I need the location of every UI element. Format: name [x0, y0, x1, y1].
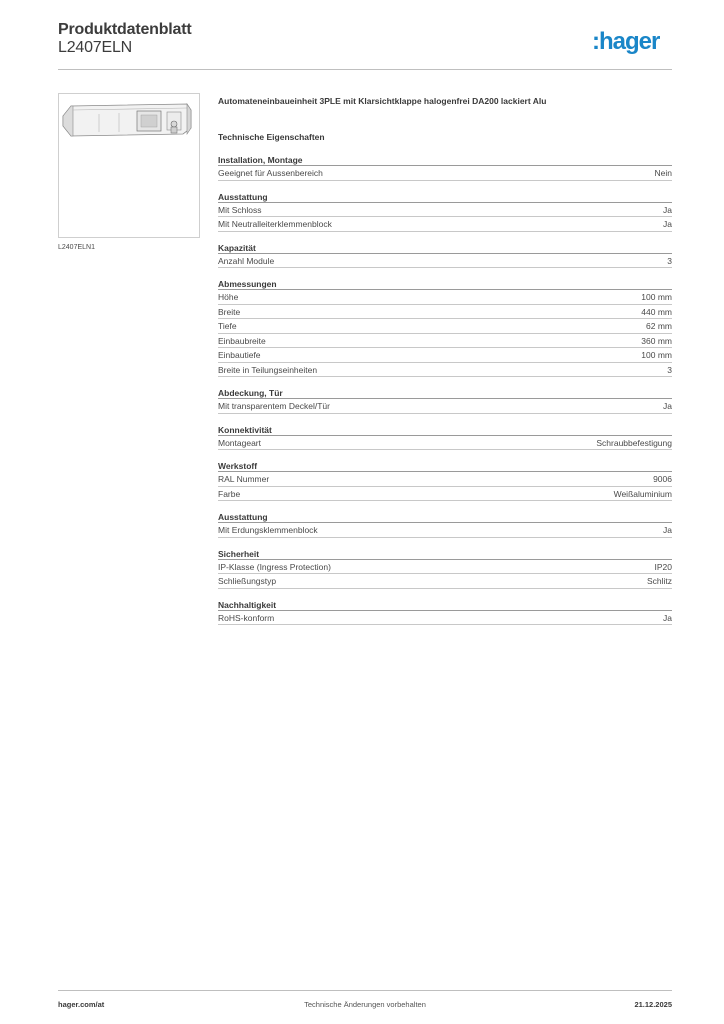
product-details	[218, 96, 672, 635]
property-label: Breite	[218, 306, 241, 317]
property-row	[218, 203, 672, 218]
property-value: Weißaluminium	[613, 488, 672, 499]
section-title: Konnektivität	[218, 424, 672, 436]
property-row	[218, 472, 672, 487]
property-value: 360 mm	[641, 335, 672, 346]
property-row	[218, 254, 672, 269]
product-image	[58, 93, 200, 238]
section-title: Abdeckung, Tür	[218, 387, 672, 399]
property-row	[218, 217, 672, 232]
property-label: Geeignet für Aussenbereich	[218, 168, 323, 178]
property-row	[218, 611, 672, 626]
property-value: Ja	[663, 525, 672, 535]
product-code: L2407ELN	[58, 39, 133, 56]
property-section	[218, 511, 672, 538]
property-label: Mit Neutralleiterklemmenblock	[218, 219, 332, 229]
footer-date: 21.12.2025	[634, 1000, 672, 1009]
section-title: Ausstattung	[218, 511, 672, 523]
property-value: Schlitz	[646, 576, 672, 586]
property-label: Tiefe	[218, 321, 237, 331]
document-header	[58, 20, 672, 70]
property-label: Schließungstyp	[218, 576, 277, 586]
property-section	[218, 242, 672, 269]
property-label: RoHS-konform	[218, 612, 275, 623]
document-footer	[58, 990, 672, 1014]
property-row	[218, 290, 672, 305]
footer-note: Technische Änderungen vorbehalten	[304, 1000, 426, 1009]
product-illustration	[59, 94, 199, 237]
property-row	[218, 363, 672, 378]
section-title: Kapazität	[218, 242, 672, 254]
property-label: Anzahl Module	[218, 255, 275, 266]
technical-properties-heading: Technische Eigenschaften	[218, 132, 325, 142]
property-section	[218, 154, 672, 181]
property-value: 3	[667, 255, 672, 266]
section-title: Ausstattung	[218, 191, 672, 203]
property-value: 9006	[653, 474, 672, 484]
property-value: 100 mm	[641, 350, 672, 360]
property-label: Einbautiefe	[218, 350, 261, 360]
property-label: Montageart	[218, 437, 261, 448]
property-row	[218, 399, 672, 414]
footer-website: hager.com/at	[58, 1000, 105, 1009]
section-title: Werkstoff	[218, 460, 672, 472]
property-section	[218, 424, 672, 451]
property-section	[218, 191, 672, 232]
hager-logo	[592, 28, 672, 54]
property-value: Ja	[663, 204, 672, 215]
property-value: Ja	[663, 401, 672, 411]
property-label: Mit Schloss	[218, 204, 262, 215]
property-value: Nein	[654, 168, 672, 178]
property-label: Einbaubreite	[218, 335, 266, 346]
property-row	[218, 166, 672, 181]
property-label: RAL Nummer	[218, 474, 270, 484]
property-value: Ja	[663, 219, 672, 229]
property-label: Farbe	[218, 488, 241, 499]
property-value: 3	[667, 364, 672, 375]
property-row	[218, 319, 672, 334]
product-description: Automateneinbaueinheit 3PLE mit Klarsichtklappe halogenfrei DA200 lackiert Alu	[218, 96, 547, 106]
section-title: Abmessungen	[218, 278, 672, 290]
property-row	[218, 523, 672, 538]
property-label: IP-Klasse (Ingress Protection)	[218, 561, 331, 572]
property-section	[218, 460, 672, 501]
section-title: Sicherheit	[218, 548, 672, 560]
image-caption: L2407ELN1	[58, 244, 95, 251]
property-value: Schraubbefestigung	[596, 437, 672, 448]
svg-text::hager: :hager	[592, 28, 660, 54]
property-label: Breite in Teilungseinheiten	[218, 364, 318, 375]
property-label: Mit Erdungsklemmenblock	[218, 525, 318, 535]
property-section	[218, 599, 672, 626]
property-row	[218, 348, 672, 363]
property-row	[218, 560, 672, 575]
section-title: Installation, Montage	[218, 154, 672, 166]
property-section	[218, 278, 672, 377]
property-value: IP20	[654, 561, 672, 572]
property-section	[218, 548, 672, 589]
property-label: Mit transparentem Deckel/Tür	[218, 401, 330, 411]
property-row	[218, 305, 672, 320]
property-value: 100 mm	[641, 292, 672, 302]
document-title: Produktdatenblatt	[58, 21, 192, 38]
property-value: Ja	[663, 612, 672, 623]
property-value: 440 mm	[641, 306, 672, 317]
property-row	[218, 487, 672, 502]
property-value: 62 mm	[646, 321, 672, 331]
property-row	[218, 436, 672, 451]
property-label: Höhe	[218, 292, 239, 302]
property-section	[218, 387, 672, 414]
property-row	[218, 574, 672, 589]
property-row	[218, 334, 672, 349]
properties-list	[218, 154, 672, 625]
section-title: Nachhaltigkeit	[218, 599, 672, 611]
